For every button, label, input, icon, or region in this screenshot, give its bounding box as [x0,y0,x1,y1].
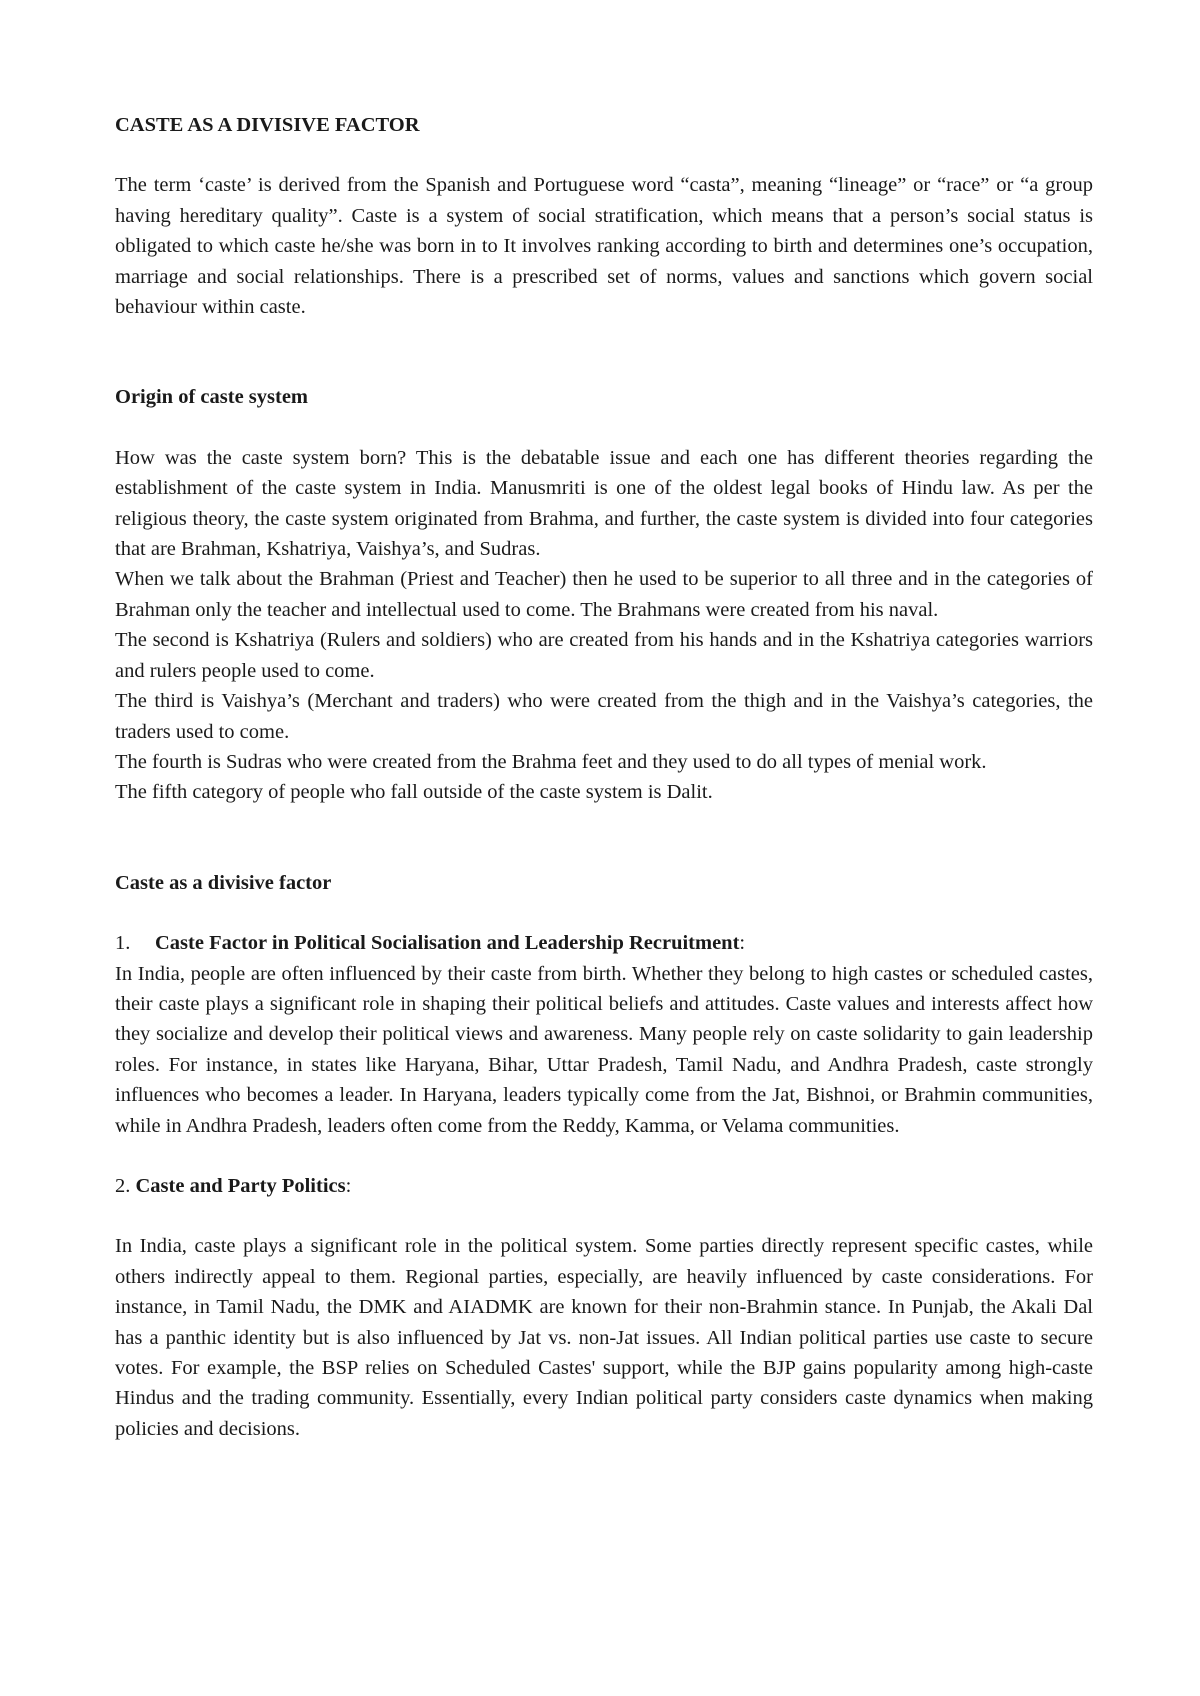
spacer [115,1141,1093,1171]
vaishya-paragraph: The third is Vaishya’s (Merchant and traders) who were created from the thigh and in the Vaishya’s categories, the traders used to come. [115,690,1093,743]
divisive-heading: Caste as a divisive factor [115,871,332,894]
spacer [115,898,1093,928]
intro-paragraph: The term ‘caste’ is derived from the Spanish and Portuguese word “casta”, meaning “lineage” or “race” or “a group having hereditary quality”. Caste is a system of social stratification, which means that a person’s social status is obligated to which caste he/she was born in to It involves ranking according to birth and determines one’s occupation, marriage and social relationships. There is a prescribed set of norms, values and sanctions which govern social behaviour within caste. [115,174,1093,319]
spacer [115,1201,1093,1231]
origin-heading: Origin of caste system [115,386,308,409]
point-2-body: In India, caste plays a significant role in the political system. Some parties directly represent specific castes, while others indirectly appeal to them. Regional parties, especially, are heavily influenced by caste considerations. For instance, in Tamil Nadu, the DMK and AIADMK are known for their non-Brahmin stance. In Punjab, the Akali Dal has a panthic identity but is also influenced by Jat vs. non-Jat issues. All Indian political parties use caste to secure votes. For example, the BSP relies on Scheduled Castes' support, while the BJP gains popularity among high-caste Hindus and the trading community. Essentially, every Indian political party considers caste dynamics when making policies and decisions. [115,1235,1093,1440]
point-2-suffix: : [345,1174,352,1197]
document-page [115,110,1093,1444]
kshatriya-paragraph: The second is Kshatriya (Rulers and soldiers) who are created from his hands and in the Kshatriya categories warriors and rulers people used to come. [115,629,1093,682]
point-1-body: In India, people are often influenced by their caste from birth. Whether they belong to high castes or scheduled castes, their caste plays a significant role in shaping their political beliefs and attitudes. Caste values and interests affect how they socialize and develop their political views and awareness. Many people rely on caste solidarity to gain leadership roles. For instance, in states like Haryana, Bihar, Uttar Pradesh, Tamil Nadu, and Andhra Pradesh, caste strongly influences who becomes a leader. In Haryana, leaders typically come from the Jat, Bishnoi, or Brahmin communities, while in Andhra Pradesh, leaders often come from the Reddy, Kamma, or Velama communities. [115,962,1093,1137]
document-title: CASTE AS A DIVISIVE FACTOR [115,114,420,136]
sudra-paragraph: The fourth is Sudras who were created from the Brahma feet and they used to do all types of menial work. [115,750,987,773]
spacer [115,808,1093,868]
point-1-number: 1. [115,932,131,955]
dalit-paragraph: The fifth category of people who fall outside of the caste system is Dalit. [115,781,713,804]
spacer [115,322,1093,382]
point-1-heading [115,928,1093,958]
origin-paragraph: How was the caste system born? This is the debatable issue and each one has different theories regarding the establishment of the caste system in India. Manusmriti is one of the oldest legal books of Hindu law. As per the religious theory, the caste system originated from Brahma, and further, the caste system is divided into four categories that are Brahman, Kshatriya, Vaishya’s, and Sudras. [115,446,1093,561]
point-1-suffix: : [739,932,746,955]
point-1-title: Caste Factor in Political Socialisation and Leadership Recruitment [155,932,740,955]
point-2-title: Caste and Party Politics [135,1174,346,1197]
spacer [115,413,1093,443]
brahman-paragraph: When we talk about the Brahman (Priest and Teacher) then he used to be superior to all three and in the categories of Brahman only the teacher and intellectual used to come. The Brahmans were created from his naval. [115,568,1093,621]
point-2-heading [115,1171,1093,1201]
point-2-number: 2. [115,1174,131,1197]
